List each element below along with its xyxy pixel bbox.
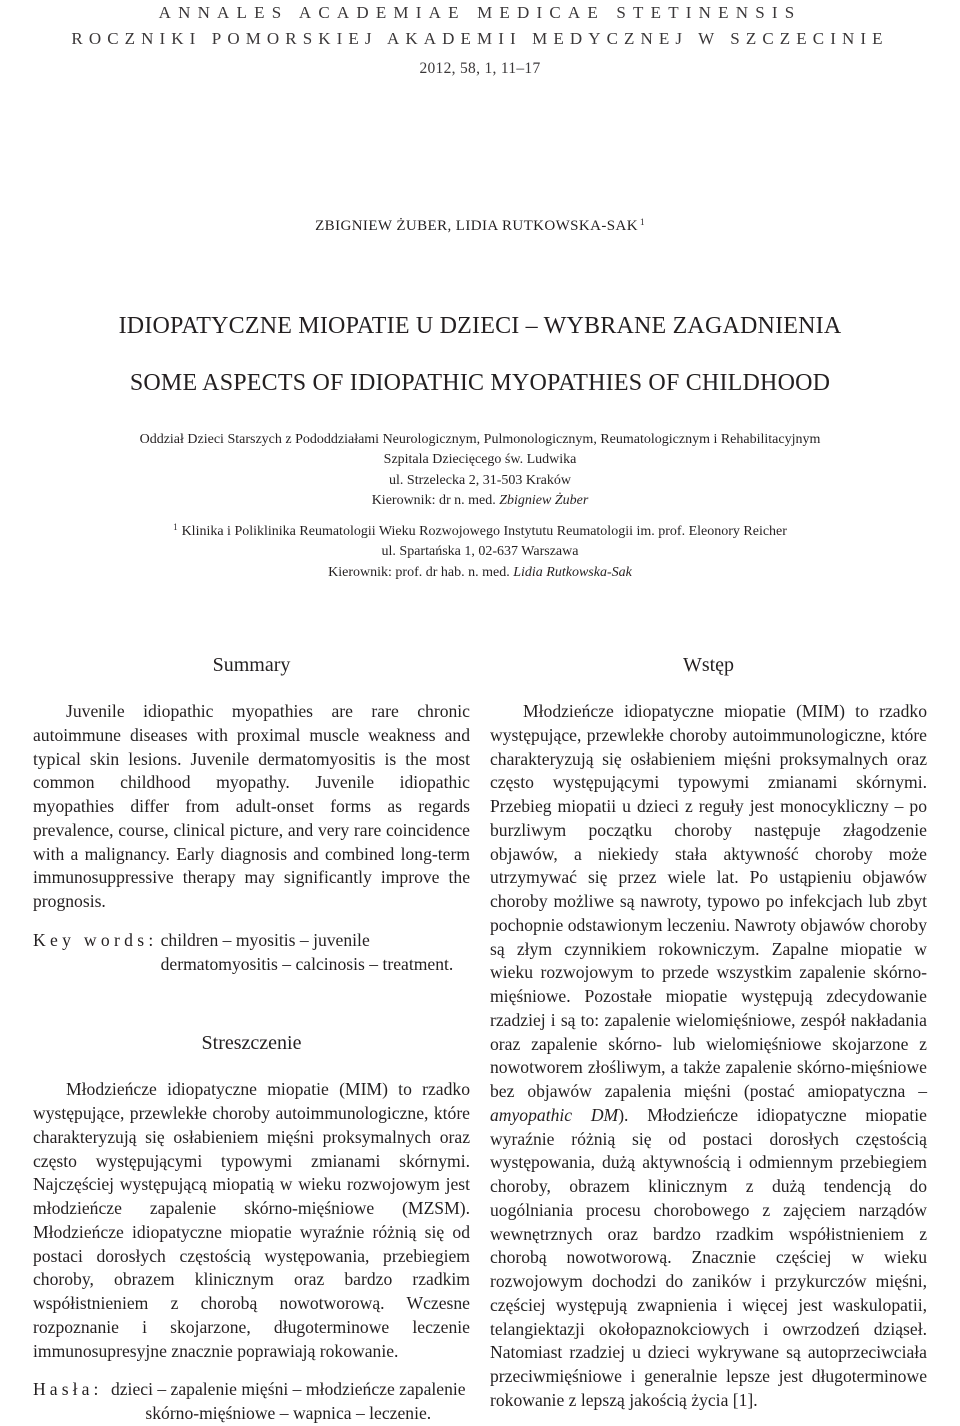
summary-text: Juvenile idiopathic myopathies are rare chronic autoimmune diseases with proximal muscle weakness and typical skin lesions. Juvenile dermatomyositis is the most common childhood myopathy. Juvenile idiopathic myopathies differ from adult-onset forms as regards prevalence, course, clinical picture, and very rare coincidence with a malignancy. Early diagnosis and combined long-term immunosuppressive therapy may significantly improve the prognosis. (33, 701, 470, 911)
streszczenie-keywords (33, 1378, 470, 1426)
affiliation-2-line1 (0, 517, 960, 542)
affiliation-2-line1-text: Klinika i Poliklinika Reumatologii Wieku Rozwojowego Instytutu Reumatologii im. prof. Eleonory Reicher (181, 524, 787, 539)
wstep-heading: Wstęp (682, 654, 735, 676)
summary-heading: Summary (212, 654, 291, 676)
title-english: SOME ASPECTS OF IDIOPATHIC MYOPATHIES OF CHILDHOOD (129, 370, 831, 396)
streszczenie-keywords-text: dzieci – zapalenie mięśni – młodzieńcze zapalenie skórno-mięśniowe – wapnica – leczenie. (110, 1379, 466, 1423)
affiliation-2-line2: ul. Spartańska 1, 02-637 Warszawa (381, 544, 579, 560)
authors-names: ZBIGNIEW ŻUBER, LIDIA RUTKOWSKA-SAK (315, 218, 638, 234)
summary-keywords-text: children – myositis – juvenile dermatomyositis – calcinosis – treatment. (160, 929, 454, 974)
affiliation-1-line1: Oddział Dzieci Starszych z Pododdziałami Neurologicznym, Pulmonologicznym, Reumatologicznym i Rehabilitacyjnym (139, 432, 821, 447)
affiliation-1-line3: ul. Strzelecka 2, 31-503 Kraków (389, 472, 571, 488)
left-column (33, 650, 470, 1426)
summary-keywords-label: Key words: (33, 929, 158, 950)
summary-keywords (33, 929, 470, 977)
streszczenie-keywords-label: Hasła: (33, 1379, 103, 1400)
journal-volume: 2012, 58, 1, 11–17 (419, 60, 541, 77)
affiliation-2-head-prefix: Kierownik: prof. dr hab. n. med. (328, 564, 510, 580)
affiliation-2-head (0, 563, 960, 583)
affiliation-1 (0, 430, 960, 512)
right-column (490, 650, 927, 1413)
authors-affiliation-marker: 1 (639, 217, 645, 227)
affiliation-1-line2: Szpitala Dziecięcego św. Ludwika (383, 452, 577, 468)
streszczenie-text: Młodzieńcze idiopatyczne miopatie (MIM) to rzadko występujące, przewlekłe choroby autoimmunologiczne, które charakteryzują się osłabieniem mięśni proksymalnych oraz często występującymi typowymi zmianami skórnymi. Najczęściej występującą miopatią w wieku rozwojowym jest młodzieńcze zapalenie skórno-mięśniowe (MZSM). Młodzieńcze idiopatyczne miopatie wyraźnie różnią się od postaci dorosłych częstością występowania, przebiegiem choroby, obrazem klinicznym oraz bardzo rzadkim współistnieniem z chorobą nowotworową. Wczesne rozpoznanie i skojarzone, długoterminowe leczenie immunosupresyjne znacznie poprawiają rokowanie. (33, 1079, 470, 1361)
wstep-text (490, 700, 927, 1413)
journal-name-latin: ANNALES ACADEMIAE MEDICAE STETINENSIS (158, 3, 802, 22)
affiliation-1-head (0, 491, 960, 511)
affiliation-2 (0, 517, 960, 583)
wstep-text-part2: ). Młodzieńcze idiopatyczne miopatie wyraźnie różnią się od postaci dorosłych częstością występowania, dużą aktywnością i odmiennym przebiegiem choroby, obrazem klinicznym z dużą tendencją do uogólniania procesu chorobowego z zajęciem narządów wewnętrznych oraz bardzo rzadkim współistnieniem z chorobą nowotworową. Znacznie częściej w wieku rozwojowym dochodzi do zaników i przykurczów mięśni, częściej występują zwapnienia i więcej jest waskulopatii, telangiektazji okołopaznokciowych i owrzodzeń dziąseł. Natomiast rzadziej u dzieci wykrywane są autoprzeciwciała przeciwmięśniowe i generalnie lepsze jest długoterminowe rokowanie z lepszą jakością życia [1]. (490, 1104, 927, 1410)
wstep-text-part1: Młodzieńcze idiopatyczne miopatie (MIM) to rzadko występujące, przewlekłe choroby autoimmunologiczne, które charakteryzują się osłabieniem mięśni proksymalnych oraz często występującymi typowymi zmianami skórnymi. Przebieg miopatii u dzieci z reguły jest monocykliczny – po burzliwym początku choroby następuje złagodzenie objawów, a niekiedy stała aktywność choroby może utrzymywać się przez wiele lat. Po ustąpieniu objawów choroby możliwe są nawroty, typowo po infekcjach lub zbyt pochopnie odstawionym leczeniu. Nawroty objawów choroby są złym czynnikiem rokowniczym. Zapalne miopatie w wieku rozwojowym to przede wszystkim zapalenie skórno-mięśniowe. Pozostałe miopatie występują zdecydowanie rzadziej i są to: zapalenie wielomięśniowe, zespół nakładania oraz zapalenie skórno- lub wielomięśniowe skojarzone z nowotworem złośliwym, a także zapalenie skórno-mięśniowe bez objawów zapalenia mięśni (postać amiopatyczna – (490, 701, 927, 1101)
authors (0, 217, 960, 235)
wstep-text-italic: amyopathic DM (490, 1104, 619, 1125)
title-polish: IDIOPATYCZNE MIOPATIE U DZIECI – WYBRANE ZAGADNIENIA (118, 313, 842, 339)
affiliation-1-head-prefix: Kierownik: dr n. med. (371, 493, 496, 509)
streszczenie-heading: Streszczenie (201, 1032, 302, 1055)
affiliation-2-marker: 1 (173, 522, 178, 532)
affiliation-2-head-name: Lidia Rutkowska-Sak (513, 564, 632, 580)
journal-name-polish: ROCZNIKI POMORSKIEJ AKADEMII MEDYCZNEJ W SZCZECINIE (71, 29, 889, 48)
affiliation-1-head-name: Zbigniew Żuber (499, 493, 589, 509)
